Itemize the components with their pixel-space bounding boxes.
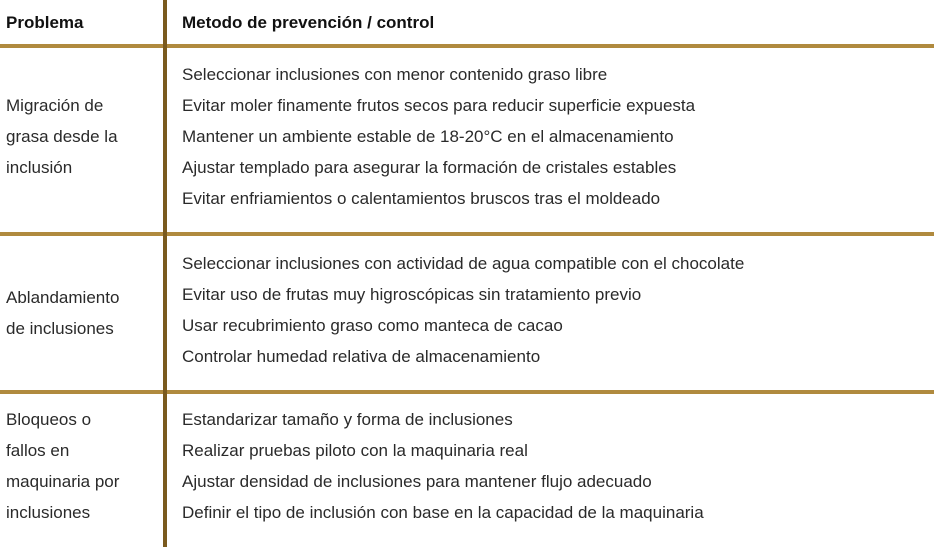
- header-problem: Problema: [6, 13, 84, 32]
- method-item: Mantener un ambiente estable de 18-20°C en el almacenamiento: [182, 127, 674, 146]
- method-cell-softening: [182, 248, 930, 372]
- problem-line: grasa desde la: [6, 127, 118, 146]
- problem-cell-fat-migration: [6, 90, 158, 183]
- row-divider: [0, 232, 934, 236]
- method-item: Usar recubrimiento graso como manteca de cacao: [182, 316, 563, 335]
- method-item: Evitar moler finamente frutos secos para reducir superficie expuesta: [182, 96, 696, 115]
- problem-cell-machinery: [6, 404, 158, 528]
- header-method: Metodo de prevención / control: [182, 13, 435, 32]
- problem-line: Ablandamiento: [6, 288, 120, 307]
- problem-cell-softening: [6, 282, 158, 344]
- method-item: Estandarizar tamaño y forma de inclusiones: [182, 410, 513, 429]
- method-item: Definir el tipo de inclusión con base en la capacidad de la maquinaria: [182, 503, 704, 522]
- row-divider: [0, 44, 934, 48]
- method-item: Controlar humedad relativa de almacenamiento: [182, 347, 541, 366]
- row-divider: [0, 390, 934, 394]
- problem-line: Migración de: [6, 96, 104, 115]
- column-divider: [163, 0, 167, 547]
- problem-line: maquinaria por: [6, 472, 120, 491]
- method-cell-machinery: [182, 404, 930, 528]
- method-item: Evitar uso de frutas muy higroscópicas sin tratamiento previo: [182, 285, 642, 304]
- problem-line: inclusión: [6, 158, 73, 177]
- problem-line: inclusiones: [6, 503, 91, 522]
- method-cell-fat-migration: [182, 59, 930, 214]
- method-item: Ajustar templado para asegurar la formación de cristales estables: [182, 158, 677, 177]
- method-item: Seleccionar inclusiones con actividad de agua compatible con el chocolate: [182, 254, 745, 273]
- problem-line: de inclusiones: [6, 319, 114, 338]
- method-item: Evitar enfriamientos o calentamientos bruscos tras el moldeado: [182, 189, 661, 208]
- problem-line: fallos en: [6, 441, 70, 460]
- problem-line: Bloqueos o: [6, 410, 92, 429]
- method-item: Ajustar densidad de inclusiones para mantener flujo adecuado: [182, 472, 652, 491]
- method-item: Seleccionar inclusiones con menor contenido graso libre: [182, 65, 608, 84]
- method-item: Realizar pruebas piloto con la maquinaria real: [182, 441, 528, 460]
